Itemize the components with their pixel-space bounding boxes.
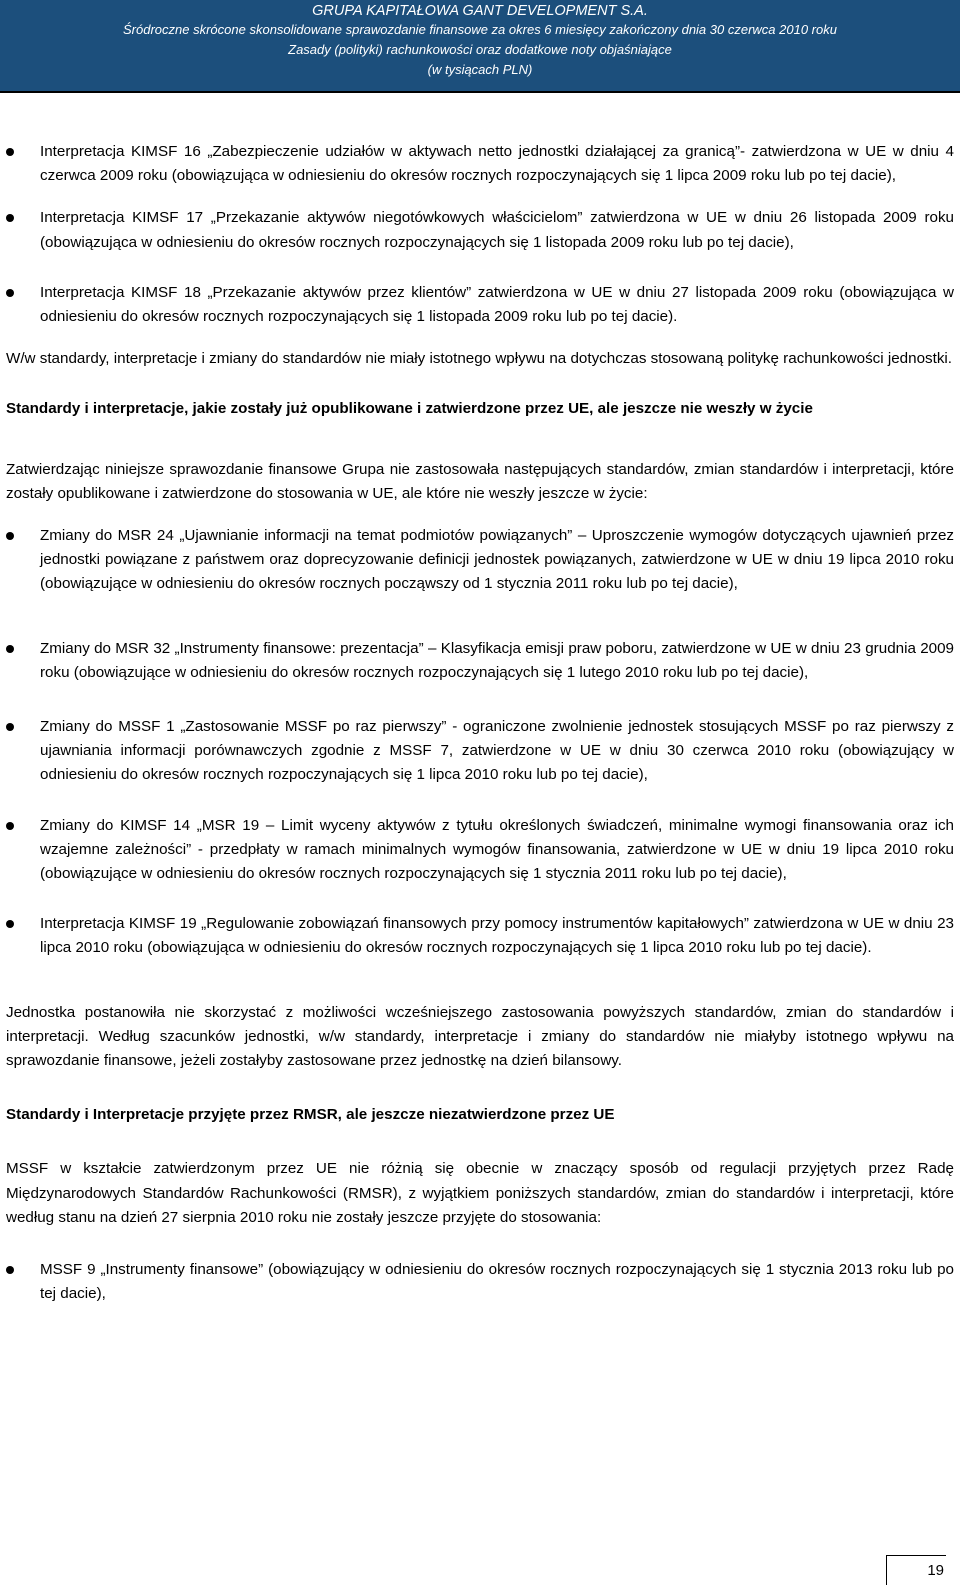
list-item [6,281,954,329]
list-item-text: Interpretacja KIMSF 17 „Przekazanie aktywów niegotówkowych właścicielom” zatwierdzona w UE w dniu 26 listopada 2009 roku (obowiązująca w odniesieniu do okresów rocznych rozpoczynających się 1 listopada 2009 roku lub po tej dacie), [40,209,954,251]
list-item-text: Interpretacja KIMSF 19 „Regulowanie zobowiązań finansowych przy pomocy instrumentów kapitałowych” zatwierdzona w UE w dniu 23 lipca 2010 roku (obowiązująca w odniesieniu do okresów rocznych rozpoczynających się 1 lipca 2010 roku lub po tej dacie). [40,915,954,957]
list-item [6,912,954,960]
list-item [6,140,954,188]
page-number: 19 [886,1555,946,1585]
list-item-text: MSSF 9 „Instrumenty finansowe” (obowiązujący w odniesieniu do okresów rocznych rozpoczynających się 1 stycznia 2013 roku lub po tej dacie), [40,1261,954,1303]
bullet-list-interpretations [6,140,954,329]
list-item [6,524,954,597]
bullet-icon [6,214,14,222]
paragraph-decision: Jednostka postanowiła nie skorzystać z możliwości wcześniejszego zastosowania powyższych standardów, zmian do standardów i interpretacji. Według szacunków jednostki, w/w standardy, interpretacje i zmiany do standardów nie miałyby istotnego wpływu na sprawozdanie finansowe, jeżeli zostałyby zastosowane przez jednostkę na dzień bilansowy. [6,1003,954,1070]
bullet-icon [6,723,14,731]
paragraph-intro: MSSF w kształcie zatwierdzonym przez UE nie różnią się obecnie w znaczący sposób od regulacji przyjętych przez Radę Międzynarodowych Standardów Rachunkowości (RMSR), z wyjątkiem poniższych standardów, zmian do standardów i interpretacji, które według stanu na dzień 27 sierpnia 2010 roku nie zostały jeszcze przyjęte do stosowania: [6,1160,954,1226]
bullet-icon [6,1266,14,1274]
bullet-list-ifrs [6,1258,954,1306]
bullet-icon [6,532,14,540]
list-item-text: Zmiany do MSR 32 „Instrumenty finansowe: prezentacja” – Klasyfikacja emisji praw poboru, zatwierdzone w UE w dniu 23 grudnia 2009 roku (obowiązujące w odniesieniu do okresów rocznych rozpoczynających się 1 lutego 2010 roku lub po tej dacie), [40,639,954,681]
paragraph-intro: Zatwierdzając niniejsze sprawozdanie finansowe Grupa nie zastosowała następujących standardów, zmian standardów i interpretacji, które zostały opublikowane i zatwierdzone do stosowania w UE, ale które nie weszły jeszcze w życie: [6,460,954,502]
bullet-icon [6,822,14,830]
list-item-text: Interpretacja KIMSF 16 „Zabezpieczenie udziałów w aktywach netto jednostki działającej za granicą”- zatwierdzona w UE w dniu 4 czerwca 2009 roku (obowiązująca w odniesieniu do okresów rocznych rozpoczynających się 1 lipca 2009 roku lub po tej dacie), [40,143,954,185]
list-item [6,637,954,685]
section-heading: Standardy i Interpretacje przyjęte przez RMSR, ale jeszcze niezatwierdzone przez UE [6,1106,615,1124]
list-item-text: Zmiany do MSSF 1 „Zastosowanie MSSF po raz pierwszy” - ograniczone zwolnienie jednostek stosujących MSSF po raz pierwszy z ujawniania informacji porównawczych zgodnie z MSSF 7, zatwierdzone w UE w dniu 30 czerwca 2010 roku (obowiązujący w odniesieniu do okresów rocznych rozpoczynających się 1 lipca 2010 roku lub po tej dacie), [40,718,954,784]
paragraph-ww: W/w standardy, interpretacje i zmiany do standardów nie miały istotnego wpływu na dotychczas stosowaną politykę rachunkowości jednostki. [6,350,953,368]
bullet-icon [6,148,14,156]
header-currency-note: (w tysiącach PLN) [427,62,533,77]
bullet-icon [6,920,14,928]
list-item [6,814,954,887]
list-item [6,1258,954,1306]
bullet-icon [6,645,14,653]
page-header [0,0,960,93]
header-section-title: Zasady (polityki) rachunkowości oraz dodatkowe noty objaśniające [288,42,672,57]
bullet-list-amendments [6,524,954,961]
header-company-name: GRUPA KAPITAŁOWA GANT DEVELOPMENT S.A. [312,3,648,19]
header-report-title: Śródroczne skrócone skonsolidowane sprawozdanie finansowe za okres 6 miesięcy zakończony dnia 30 czerwca 2010 roku [123,22,837,37]
list-item-text: Interpretacja KIMSF 18 „Przekazanie aktywów przez klientów” zatwierdzona w UE w dniu 27 listopada 2009 roku (obowiązująca w odniesieniu do okresów rocznych rozpoczynających się 1 listopada 2009 roku lub po tej dacie). [40,283,954,326]
bullet-icon [6,289,14,297]
list-item [6,715,954,788]
list-item-text: Zmiany do KIMSF 14 „MSR 19 – Limit wyceny aktywów z tytułu określonych świadczeń, minimalne wymogi finansowania oraz ich wzajemne zależności” - przedpłaty w ramach minimalnych wymogów finansowania, zatwierdzone w UE w dniu 19 lipca 2010 roku (obowiązujące w odniesieniu do okresów rocznych rozpoczynających się 1 stycznia 2011 roku lub po tej dacie), [40,816,954,883]
list-item-text: Zmiany do MSR 24 „Ujawnianie informacji na temat podmiotów powiązanych” – Uproszczenie wymogów dotyczących ujawnień przez jednostki powiązane z państwem oraz doprecyzowanie definicji jednostek powiązanych, zatwierdzone w UE w dniu 19 lipca 2010 roku (obowiązujące w odniesieniu do okresów rocznych począwszy od 1 stycznia 2011 roku lub po tej dacie), [40,527,954,593]
section-heading: Standardy i interpretacje, jakie zostały już opublikowane i zatwierdzone przez UE, ale jeszcze nie weszły w życie [6,400,813,418]
document-body [6,140,954,1307]
list-item [6,206,954,254]
